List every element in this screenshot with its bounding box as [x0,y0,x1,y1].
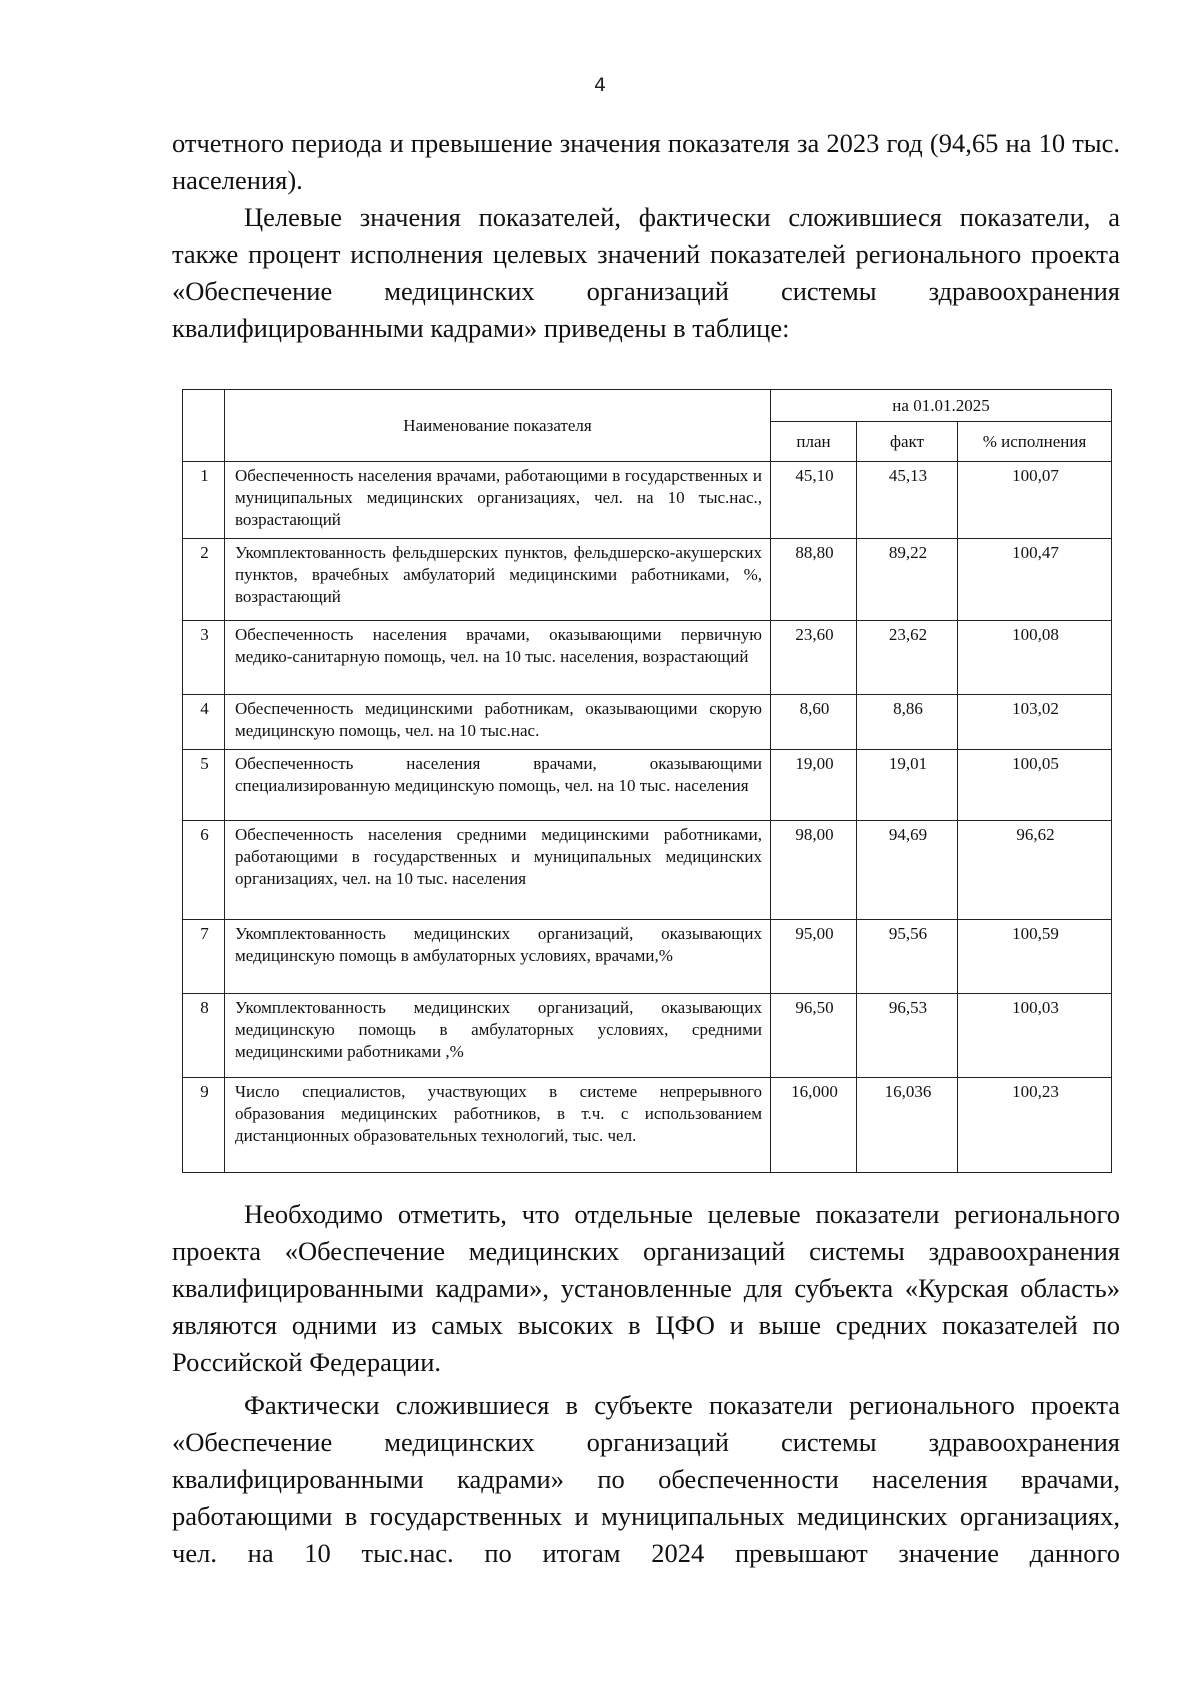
indicator-name: Обеспеченность населения врачами, оказывающими первичную медико-санитарную помощь, чел. на 10 тыс. населения, возрастающий [225,621,771,695]
table-row [183,695,1112,750]
plan-value: 19,00 [771,750,857,821]
percent-value: 100,05 [958,750,1112,821]
plan-value: 23,60 [771,621,857,695]
plan-value: 45,10 [771,462,857,539]
indicator-name: Обеспеченность медицинскими работникам, оказывающими скорую медицинскую помощь, чел. на 10 тыс.нас. [225,695,771,750]
header-fact: факт [857,422,958,462]
indicator-name: Число специалистов, участвующих в системе непрерывного образования медицинских работников, в т.ч. с использованием дистанционных образовательных технологий, тыс. чел. [225,1078,771,1173]
row-number: 5 [183,750,225,821]
indicator-name: Обеспеченность населения врачами, оказывающими специализированную медицинскую помощь, чел. на 10 тыс. населения [225,750,771,821]
percent-value: 103,02 [958,695,1112,750]
fact-value: 96,53 [857,994,958,1078]
header-indicator-name: Наименование показателя [225,390,771,462]
table-row [183,750,1112,821]
fact-value: 19,01 [857,750,958,821]
percent-value: 100,59 [958,920,1112,994]
fact-value: 95,56 [857,920,958,994]
table-row [183,1078,1112,1173]
paragraph-note: Необходимо отметить, что отдельные целевые показатели регионального проекта «Обеспечение медицинских организаций системы здравоохранения квалифицированными кадрами», установленные для субъекта «Курская область» являются одними из самых высоких в ЦФО и выше средних показателей по Российской Федерации. [172,1199,1120,1377]
paragraph-intro-continuation: отчетного периода и превышение значения показателя за 2023 год (94,65 на 10 тыс. населения). [172,128,1120,195]
percent-value: 100,03 [958,994,1112,1078]
header-percent: % исполнения [958,422,1112,462]
table-row [183,920,1112,994]
fact-value: 94,69 [857,821,958,920]
fact-value: 8,86 [857,695,958,750]
percent-value: 96,62 [958,821,1112,920]
table-row [183,621,1112,695]
percent-value: 100,08 [958,621,1112,695]
row-number: 4 [183,695,225,750]
plan-value: 98,00 [771,821,857,920]
fact-value: 45,13 [857,462,958,539]
plan-value: 96,50 [771,994,857,1078]
row-number: 3 [183,621,225,695]
plan-value: 16,000 [771,1078,857,1173]
fact-value: 89,22 [857,539,958,621]
table-row [183,462,1112,539]
header-date: на 01.01.2025 [771,390,1112,422]
plan-value: 95,00 [771,920,857,994]
indicator-name: Укомплектованность медицинских организаций, оказывающих медицинскую помощь в амбулаторных условиях, врачами,% [225,920,771,994]
header-number-cell [183,390,225,462]
indicator-name: Обеспеченность населения средними медицинскими работниками, работающими в государственных и муниципальных медицинских организациях, чел. на 10 тыс. населения [225,821,771,920]
row-number: 8 [183,994,225,1078]
indicator-name: Укомплектованность медицинских организаций, оказывающих медицинскую помощь в амбулаторных условиях, средними медицинскими работниками ,% [225,994,771,1078]
row-number: 7 [183,920,225,994]
fact-value: 16,036 [857,1078,958,1173]
row-number: 2 [183,539,225,621]
table-row [183,994,1112,1078]
percent-value: 100,23 [958,1078,1112,1173]
percent-value: 100,47 [958,539,1112,621]
percent-value: 100,07 [958,462,1112,539]
row-number: 9 [183,1078,225,1173]
header-plan: план [771,422,857,462]
plan-value: 8,60 [771,695,857,750]
row-number: 6 [183,821,225,920]
indicators-table [182,389,1112,1173]
table-row [183,539,1112,621]
paragraph-table-intro: Целевые значения показателей, фактически сложившиеся показатели, а также процент исполнения целевых значений показателей регионального проекта «Обеспечение медицинских организаций системы здравоохранения квалифицированными кадрами» приведены в таблице: [172,202,1120,343]
fact-value: 23,62 [857,621,958,695]
paragraph-actual-values: Фактически сложившиеся в субъекте показатели регионального проекта «Обеспечение медицинских организаций системы здравоохранения квалифицированными кадрами» по обеспеченности населения врачами, работающими в государственных и муниципальных медицинских организациях, чел. на 10 тыс.нас. по итогам 2024 превышают значение данного [172,1390,1120,1568]
plan-value: 88,80 [771,539,857,621]
indicator-name: Обеспеченность населения врачами, работающими в государственных и муниципальных медицинских организациях, чел. на 10 тыс.нас., возрастающий [225,462,771,539]
table-row [183,821,1112,920]
row-number: 1 [183,462,225,539]
indicator-name: Укомплектованность фельдшерских пунктов, фельдшерско-акушерских пунктов, врачебных амбулаторий медицинскими работниками, %, возрастающий [225,539,771,621]
page-number: 4 [593,74,607,96]
